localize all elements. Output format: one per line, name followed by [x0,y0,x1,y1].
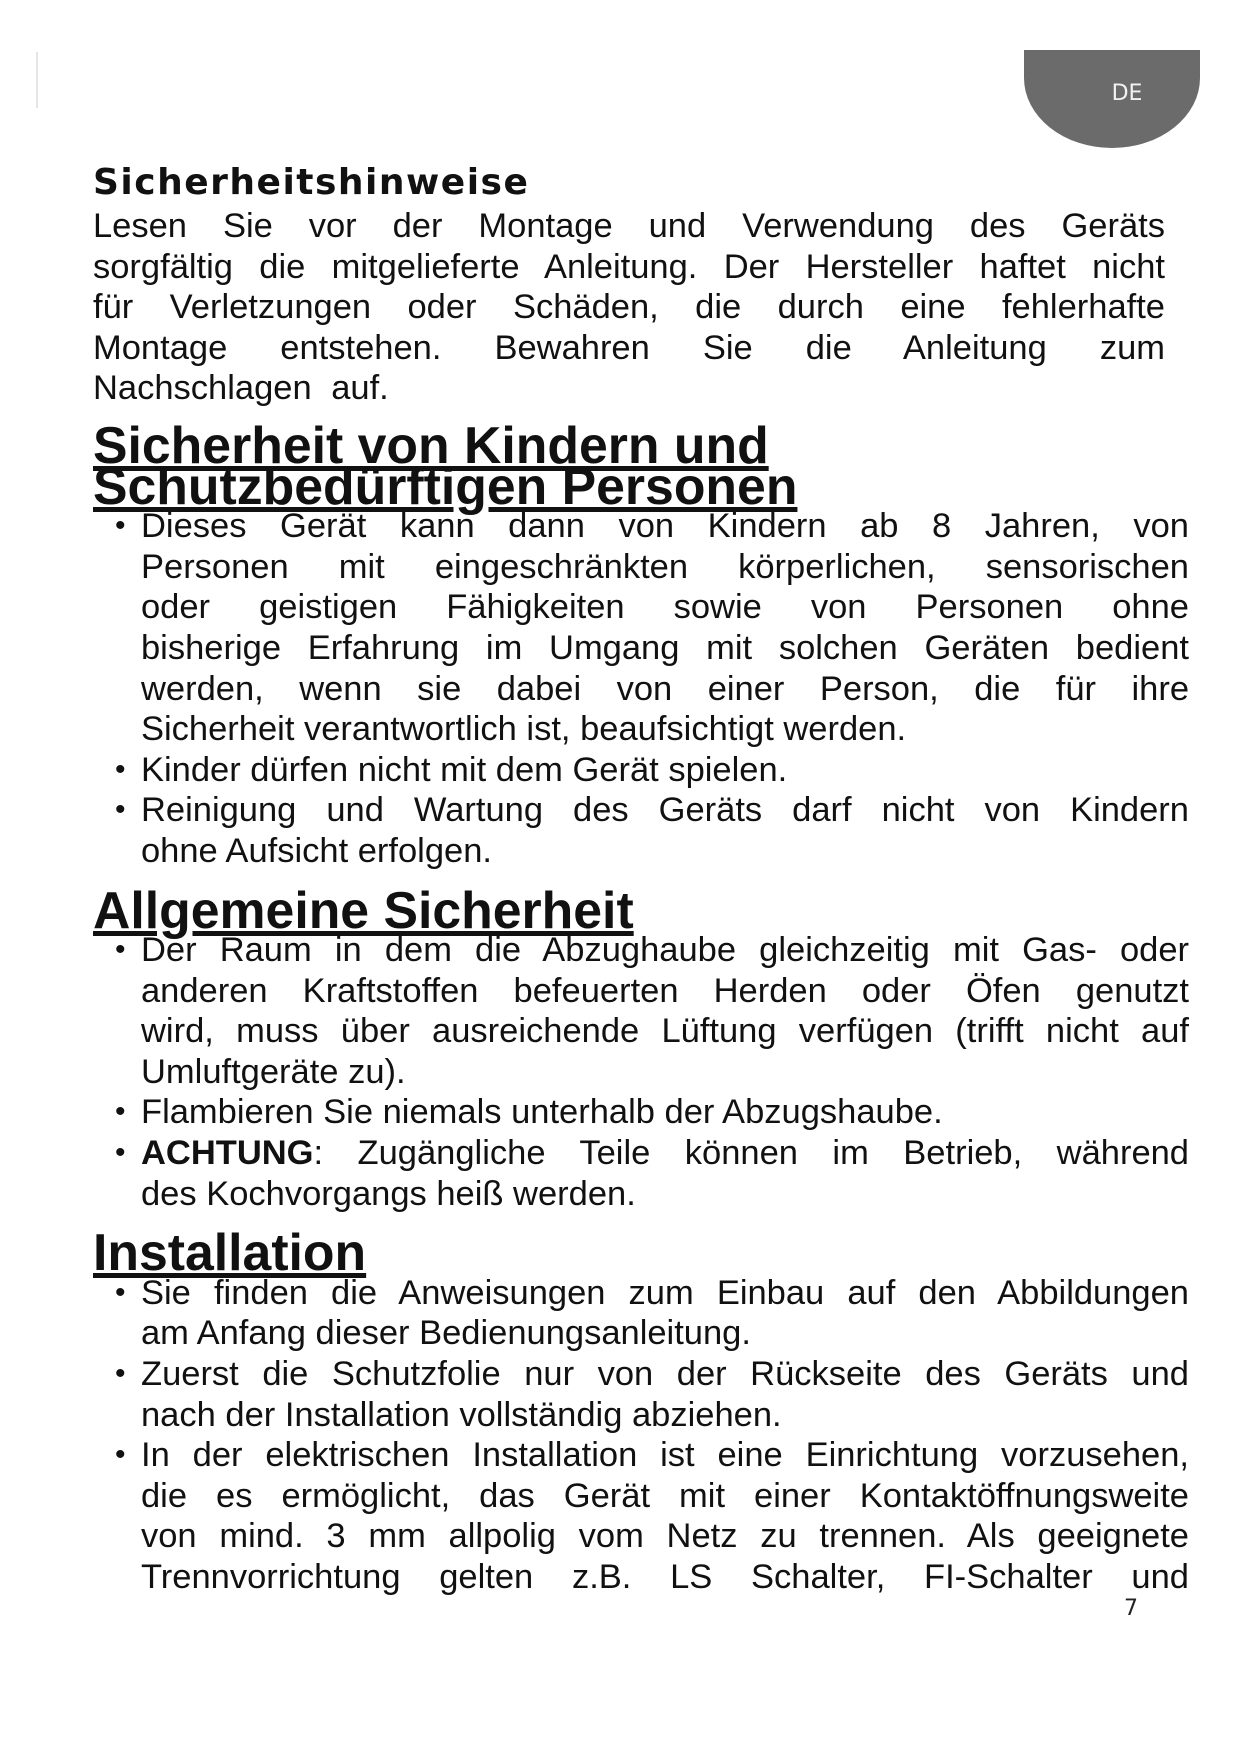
intro-line: Montage entstehen. Bewahren Sie die Anleitung zum [93,328,1165,367]
intro-line: Lesen Sie vor der Montage und Verwendung des Geräts [93,207,1165,245]
language-label: DE [1111,80,1143,106]
list-item-line: am Anfang dieser Bedienungsanleitung. [141,1314,751,1353]
list-item [93,1354,1189,1435]
list-item-line: • In der elektrischen Installation ist eine Einrichtung vorzusehen, [141,1436,1189,1475]
list-item-line: nach der Installation vollständig abziehen. [141,1395,782,1434]
list-item [93,1273,1189,1354]
document-body [93,160,1189,1598]
section-heading-children-safety: Sicherheit von Kindern und Schutzbedürftigen Personen [93,415,798,515]
list-item-line: Personen mit eingeschränkten körperlichen, sensorischen [141,547,1189,586]
section-heading-general-safety: Allgemeine Sicherheit [93,880,634,939]
list-item-line: • Flambieren Sie niemals unterhalb der Abzugshaube. [141,1093,943,1132]
list-item [93,1435,1189,1597]
installation-list [93,1273,1189,1598]
intro-line: für Verletzungen oder Schäden, die durch eine fehlerhafte [93,288,1165,327]
edge-mark [36,52,38,108]
page-title: Sicherheitshinweise [93,162,530,203]
list-item [93,1092,1189,1133]
list-item-line: oder geistigen Fähigkeiten sowie von Personen ohne [141,588,1189,627]
list-item-line: Sicherheit verantwortlich ist, beaufsichtigt werden. [141,710,907,749]
list-item-line: die es ermöglicht, das Gerät mit einer Kontaktöffnungsweite [141,1476,1189,1515]
section-heading-installation: Installation [93,1223,367,1282]
intro-line: sorgfältig die mitgelieferte Anleitung. Der Hersteller haftet nicht [93,247,1165,286]
list-item-line: • Kinder dürfen nicht mit dem Gerät spielen. [141,750,788,789]
language-tab [1024,50,1200,148]
warning-item [93,1133,1189,1214]
children-safety-list [93,506,1189,871]
intro-paragraph [93,206,1165,409]
list-item-line: • Dieses Gerät kann dann von Kindern ab 8 Jahren, von [141,507,1189,546]
page-number: 7 [1124,1596,1138,1621]
list-item [93,930,1189,1092]
warning-line: des Kochvorgangs heiß werden. [141,1174,636,1213]
warning-label: ACHTUNG [141,1134,314,1173]
list-item-line: von mind. 3 mm allpolig vom Netz zu trennen. Als geeignete [141,1517,1189,1556]
list-item-line: • Reinigung und Wartung des Geräts darf nicht von Kindern [141,791,1189,830]
list-item [93,750,1189,791]
list-item [93,790,1189,871]
intro-line: Nachschlagen auf. [93,369,389,408]
list-item [93,506,1189,750]
list-item-line: ohne Aufsicht erfolgen. [141,831,492,870]
list-item-line: bisherige Erfahrung im Umgang mit solchen Geräten bedient [141,628,1189,667]
list-item-line: wird, muss über ausreichende Lüftung verfügen (trifft nicht auf [141,1012,1189,1051]
warning-line [141,1133,1189,1174]
general-safety-list [93,930,1189,1214]
list-item-line: • Sie finden die Anweisungen zum Einbau auf den Abbildungen [141,1273,1189,1312]
list-item-line: Trennvorrichtung gelten z.B. LS Schalter, FI-Schalter und [141,1558,1189,1596]
list-item-line: anderen Kraftstoffen befeuerten Herden oder Öfen genutzt [141,971,1189,1010]
list-item-line: werden, wenn sie dabei von einer Person, die für ihre [141,669,1189,708]
list-item-line: • Der Raum in dem die Abzughaube gleichzeitig mit Gas- oder [141,931,1189,970]
list-item-line: • Zuerst die Schutzfolie nur von der Rückseite des Geräts und [141,1355,1189,1394]
list-item-line: Umluftgeräte zu). [141,1052,406,1091]
warning-text: : Zugängliche Teile können im Betrieb, während [313,1134,1189,1173]
